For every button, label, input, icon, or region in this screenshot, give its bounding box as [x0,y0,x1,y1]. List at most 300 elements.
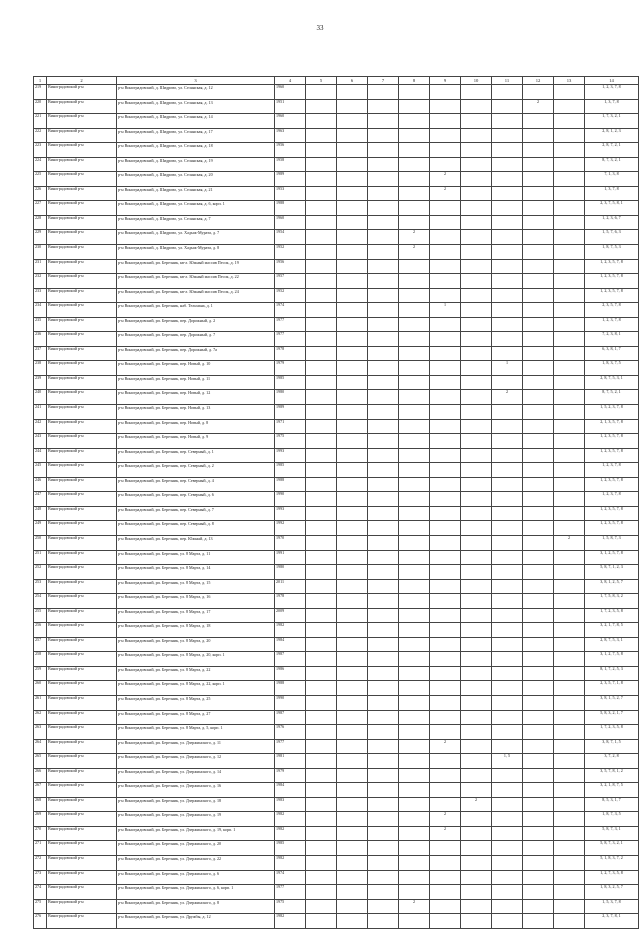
mark-cell-c7 [368,725,399,740]
codes-cell: 1, 7, 2, 3, 5, 8 [585,725,639,740]
address-text: р-н Виноградовский, рп. Березник, ул. Дзержинского, д. 14 [118,768,222,774]
mark-cell-c7 [368,521,399,536]
address-cell [117,186,275,201]
mark-cell-c9: 2 [430,826,461,841]
mark-cell-c5 [306,797,337,812]
mark-cell-c6 [337,594,368,609]
mark-cell-c13 [554,652,585,667]
mark-cell-c10 [461,885,492,900]
table-row [34,695,639,710]
mark-cell-c10 [461,725,492,740]
year-cell: 1980 [275,565,306,580]
mark-cell-c5 [306,215,337,230]
mark-cell-c13 [554,405,585,420]
mark-cell-c6 [337,739,368,754]
mark-cell-c7 [368,419,399,434]
year-cell: 1985 [275,375,306,390]
mark-cell-c6 [337,215,368,230]
mark-cell-c8 [399,405,430,420]
mark-cell-c9 [430,215,461,230]
address-text: р-н Виноградовский, рп. Березник, пер. Новый, д. 9 [118,434,209,440]
address-cell [117,725,275,740]
table-row [34,259,639,274]
column-header-1: 1 [34,77,47,85]
mark-cell-c9 [430,463,461,478]
mark-cell-c9 [430,245,461,260]
mark-cell-c8 [399,535,430,550]
table-row [34,448,639,463]
mark-cell-c13 [554,128,585,143]
row-number-cell: 265 [34,754,47,769]
mark-cell-c8: 2 [399,245,430,260]
mark-cell-c6 [337,361,368,376]
mark-cell-c13 [554,579,585,594]
address-text: р-н Виноградовский, д. Шидрово, ул. Селянская, д. 14 [118,114,213,120]
year-cell: 1976 [275,725,306,740]
table-row [34,608,639,623]
mark-cell-c12 [523,317,554,332]
district-cell: Виноградовский р-н [47,361,117,376]
codes-cell: 3, 8, 7, 1, 5 [585,739,639,754]
codes-cell: 1, 3, 7, 8 [585,186,639,201]
mark-cell-c7 [368,826,399,841]
mark-cell-c5 [306,535,337,550]
district-cell: Виноградовский р-н [47,899,117,914]
mark-cell-c6 [337,317,368,332]
column-header-9: 9 [430,77,461,85]
mark-cell-c13 [554,637,585,652]
codes-cell: 5, 8, 7, 3, 2, 1 [585,841,639,856]
mark-cell-c6 [337,768,368,783]
address-cell [117,681,275,696]
mark-cell-c10 [461,419,492,434]
mark-cell-c10 [461,157,492,172]
row-number-cell: 245 [34,463,47,478]
mark-cell-c13 [554,797,585,812]
mark-cell-c7 [368,114,399,129]
year-cell: 1954 [275,230,306,245]
mark-cell-c13 [554,550,585,565]
mark-cell-c13 [554,419,585,434]
mark-cell-c11 [492,623,523,638]
district-cell: Виноградовский р-н [47,797,117,812]
mark-cell-c12 [523,245,554,260]
table-row [34,317,639,332]
row-number-cell: 232 [34,274,47,289]
mark-cell-c13 [554,390,585,405]
mark-cell-c13 [554,448,585,463]
mark-cell-c10 [461,681,492,696]
table-row [34,565,639,580]
mark-cell-c13 [554,695,585,710]
mark-cell-c12 [523,637,554,652]
mark-cell-c12 [523,390,554,405]
codes-cell: 3, 1, 2, 7, 5, 8 [585,652,639,667]
mark-cell-c8 [399,99,430,114]
mark-cell-c12 [523,623,554,638]
year-cell: 1978 [275,346,306,361]
mark-cell-c9 [430,317,461,332]
mark-cell-c13 [554,725,585,740]
mark-cell-c5 [306,361,337,376]
mark-cell-c10 [461,375,492,390]
address-cell [117,128,275,143]
mark-cell-c7 [368,143,399,158]
mark-cell-c8 [399,492,430,507]
mark-cell-c6 [337,463,368,478]
district-cell: Виноградовский р-н [47,623,117,638]
mark-cell-c11 [492,288,523,303]
row-number-cell: 226 [34,186,47,201]
codes-cell: 1, 5, 3, 7, 8 [585,899,639,914]
mark-cell-c11 [492,85,523,100]
mark-cell-c10 [461,710,492,725]
mark-cell-c10 [461,841,492,856]
district-cell: Виноградовский р-н [47,157,117,172]
mark-cell-c8 [399,186,430,201]
row-number-cell: 263 [34,725,47,740]
mark-cell-c11 [492,492,523,507]
address-cell [117,652,275,667]
address-text: р-н Виноградовский, д. Шидрово, ул. Хадыж-Мурата, д. 8 [118,245,220,251]
mark-cell-c5 [306,186,337,201]
mark-cell-c7 [368,303,399,318]
mark-cell-c8 [399,855,430,870]
year-cell: 1977 [275,885,306,900]
mark-cell-c9 [430,332,461,347]
district-cell: Виноградовский р-н [47,172,117,187]
codes-cell: 2, 1, 3, 5, 7, 8 [585,419,639,434]
address-cell [117,783,275,798]
mark-cell-c12 [523,361,554,376]
mark-cell-c6 [337,841,368,856]
district-cell: Виноградовский р-н [47,434,117,449]
year-cell: 1984 [275,783,306,798]
address-text: р-н Виноградовский, рп. Березник, пер. Новый, д. 12 [118,390,211,396]
mark-cell-c8 [399,797,430,812]
row-number-cell: 228 [34,215,47,230]
mark-cell-c12 [523,128,554,143]
mark-cell-c5 [306,841,337,856]
mark-cell-c11 [492,463,523,478]
mark-cell-c8 [399,768,430,783]
mark-cell-c9 [430,259,461,274]
column-header-5: 5 [306,77,337,85]
mark-cell-c13 [554,157,585,172]
mark-cell-c13 [554,288,585,303]
row-number-cell: 273 [34,870,47,885]
mark-cell-c6 [337,375,368,390]
mark-cell-c7 [368,405,399,420]
mark-cell-c13 [554,317,585,332]
mark-cell-c12 [523,579,554,594]
row-number-cell: 242 [34,419,47,434]
mark-cell-c7 [368,492,399,507]
mark-cell-c7 [368,288,399,303]
codes-cell: 8, 1, 7, 2, 5, 3 [585,666,639,681]
address-cell [117,361,275,376]
mark-cell-c6 [337,477,368,492]
table-row [34,579,639,594]
mark-cell-c13 [554,768,585,783]
mark-cell-c13 [554,85,585,100]
mark-cell-c5 [306,855,337,870]
mark-cell-c8 [399,463,430,478]
mark-cell-c6 [337,870,368,885]
table-row [34,477,639,492]
mark-cell-c12 [523,463,554,478]
mark-cell-c13 [554,914,585,929]
row-number-cell: 222 [34,128,47,143]
year-cell: 1987 [275,652,306,667]
mark-cell-c11 [492,405,523,420]
year-cell: 1984 [275,637,306,652]
year-cell: 1991 [275,550,306,565]
district-cell: Виноградовский р-н [47,114,117,129]
mark-cell-c11 [492,579,523,594]
mark-cell-c5 [306,114,337,129]
codes-cell: 8, 5, 3, 1, 7 [585,797,639,812]
table-row [34,725,639,740]
table-row [34,637,639,652]
district-cell: Виноградовский р-н [47,841,117,856]
mark-cell-c9 [430,579,461,594]
mark-cell-c7 [368,841,399,856]
district-cell: Виноградовский р-н [47,448,117,463]
column-header-3: 3 [117,77,275,85]
mark-cell-c5 [306,885,337,900]
mark-cell-c5 [306,448,337,463]
mark-cell-c9 [430,768,461,783]
mark-cell-c5 [306,812,337,827]
mark-cell-c12 [523,710,554,725]
mark-cell-c12 [523,681,554,696]
mark-cell-c10 [461,361,492,376]
mark-cell-c9 [430,492,461,507]
mark-cell-c10 [461,143,492,158]
address-cell [117,506,275,521]
mark-cell-c11 [492,419,523,434]
row-number-cell: 244 [34,448,47,463]
district-cell: Виноградовский р-н [47,710,117,725]
mark-cell-c5 [306,85,337,100]
mark-cell-c8 [399,710,430,725]
mark-cell-c8 [399,128,430,143]
table-row [34,332,639,347]
mark-cell-c12 [523,521,554,536]
mark-cell-c8 [399,754,430,769]
mark-cell-c10 [461,914,492,929]
row-number-cell: 224 [34,157,47,172]
address-text: р-н Виноградовский, рп. Березник, ул. Дзержинского, д. 8 [118,899,220,905]
table-row [34,288,639,303]
table-row [34,826,639,841]
mark-cell-c9 [430,666,461,681]
mark-cell-c7 [368,317,399,332]
mark-cell-c5 [306,826,337,841]
mark-cell-c13 [554,855,585,870]
mark-cell-c7 [368,797,399,812]
mark-cell-c13 [554,375,585,390]
mark-cell-c9 [430,797,461,812]
mark-cell-c12 [523,303,554,318]
mark-cell-c12 [523,899,554,914]
mark-cell-c6 [337,288,368,303]
table-row [34,841,639,856]
mark-cell-c9 [430,623,461,638]
address-text: р-н Виноградовский, рп. Березник, пер. Северный, д. 8 [118,521,214,527]
mark-cell-c7 [368,594,399,609]
mark-cell-c5 [306,172,337,187]
table-row [34,230,639,245]
mark-cell-c7 [368,274,399,289]
mark-cell-c6 [337,710,368,725]
address-text: р-н Виноградовский, рп. Березник, кв-л. Южный массив Песок, д. 24 [118,288,239,294]
table-row [34,419,639,434]
mark-cell-c8 [399,826,430,841]
mark-cell-c8 [399,85,430,100]
year-cell: 1975 [275,899,306,914]
mark-cell-c13 [554,870,585,885]
district-cell: Виноградовский р-н [47,725,117,740]
mark-cell-c10 [461,623,492,638]
address-text: р-н Виноградовский, рп. Березник, ул. Дзержинского, д. 20 [118,841,222,847]
mark-cell-c9 [430,143,461,158]
district-cell: Виноградовский р-н [47,506,117,521]
mark-cell-c11: 1 [492,361,523,376]
mark-cell-c6 [337,783,368,798]
year-cell: 1993 [275,506,306,521]
address-text: р-н Виноградовский, рп. Березник, пер. Северный, д. 4 [118,477,214,483]
table-row [34,521,639,536]
table-row [34,128,639,143]
mark-cell-c11 [492,783,523,798]
district-cell: Виноградовский р-н [47,419,117,434]
district-cell: Виноградовский р-н [47,99,117,114]
address-text: р-н Виноградовский, рп. Березник, ул. Дружбы, д. 12 [118,914,211,920]
mark-cell-c10 [461,114,492,129]
codes-cell: 2, 8, 1, 2, 3 [585,128,639,143]
row-number-cell: 252 [34,565,47,580]
mark-cell-c11 [492,128,523,143]
mark-cell-c7 [368,666,399,681]
district-cell: Виноградовский р-н [47,317,117,332]
mark-cell-c11 [492,143,523,158]
year-cell: 1982 [275,826,306,841]
row-number-cell: 264 [34,739,47,754]
mark-cell-c11 [492,826,523,841]
mark-cell-c6 [337,608,368,623]
codes-cell: 1, 2, 3, 5, 7, 8 [585,434,639,449]
mark-cell-c12 [523,85,554,100]
mark-cell-c13 [554,303,585,318]
mark-cell-c10 [461,434,492,449]
year-cell: 1952 [275,288,306,303]
mark-cell-c11 [492,448,523,463]
mark-cell-c5 [306,710,337,725]
mark-cell-c11 [492,768,523,783]
year-cell: 1977 [275,332,306,347]
mark-cell-c7 [368,477,399,492]
district-cell: Виноградовский р-н [47,550,117,565]
district-cell: Виноградовский р-н [47,215,117,230]
mark-cell-c11 [492,172,523,187]
address-cell [117,245,275,260]
mark-cell-c9 [430,201,461,216]
codes-cell: 1, 2, 3, 5, 7, 8 [585,274,639,289]
mark-cell-c5 [306,652,337,667]
mark-cell-c5 [306,899,337,914]
codes-cell: 3, 8, 1, 5, 2, 7 [585,695,639,710]
mark-cell-c6 [337,623,368,638]
address-text: р-н Виноградовский, рп. Березник, пер. Новый, д. 11 [118,375,211,381]
address-text: р-н Виноградовский, д. Шидрово, ул. Селянская, д. 18 [118,143,213,149]
address-cell [117,114,275,129]
mark-cell-c12 [523,666,554,681]
address-cell [117,303,275,318]
mark-cell-c9 [430,783,461,798]
district-cell: Виноградовский р-н [47,259,117,274]
district-cell: Виноградовский р-н [47,826,117,841]
address-text: р-н Виноградовский, рп. Березник, ул. 8 Марта, д. 22 [118,666,211,672]
mark-cell-c11 [492,725,523,740]
mark-cell-c10 [461,477,492,492]
mark-cell-c6 [337,230,368,245]
mark-cell-c10 [461,535,492,550]
district-cell: Виноградовский р-н [47,783,117,798]
district-cell: Виноградовский р-н [47,346,117,361]
address-cell [117,826,275,841]
mark-cell-c13 [554,346,585,361]
mark-cell-c5 [306,623,337,638]
year-cell: 1982 [275,855,306,870]
mark-cell-c5 [306,608,337,623]
mark-cell-c10 [461,826,492,841]
year-cell: 1980 [275,390,306,405]
mark-cell-c7 [368,550,399,565]
year-cell: 2009 [275,608,306,623]
mark-cell-c11 [492,99,523,114]
district-cell: Виноградовский р-н [47,579,117,594]
address-cell [117,812,275,827]
row-number-cell: 220 [34,99,47,114]
address-cell [117,535,275,550]
mark-cell-c5 [306,390,337,405]
mark-cell-c7 [368,637,399,652]
codes-cell: 5, 1, 8, 3, 7, 2 [585,855,639,870]
address-cell [117,899,275,914]
year-cell: 1985 [275,463,306,478]
mark-cell-c10 [461,899,492,914]
address-cell [117,710,275,725]
mark-cell-c5 [306,201,337,216]
row-number-cell: 241 [34,405,47,420]
row-number-cell: 257 [34,637,47,652]
address-cell [117,521,275,536]
mark-cell-c7 [368,448,399,463]
address-text: р-н Виноградовский, д. Шидрово, ул. Хадыж-Мурата, д. 7 [118,230,220,236]
table-row [34,405,639,420]
mark-cell-c11 [492,434,523,449]
address-cell [117,230,275,245]
mark-cell-c9 [430,230,461,245]
mark-cell-c9 [430,565,461,580]
mark-cell-c12 [523,172,554,187]
mark-cell-c12 [523,608,554,623]
table-row [34,870,639,885]
table-row [34,143,639,158]
mark-cell-c11 [492,797,523,812]
